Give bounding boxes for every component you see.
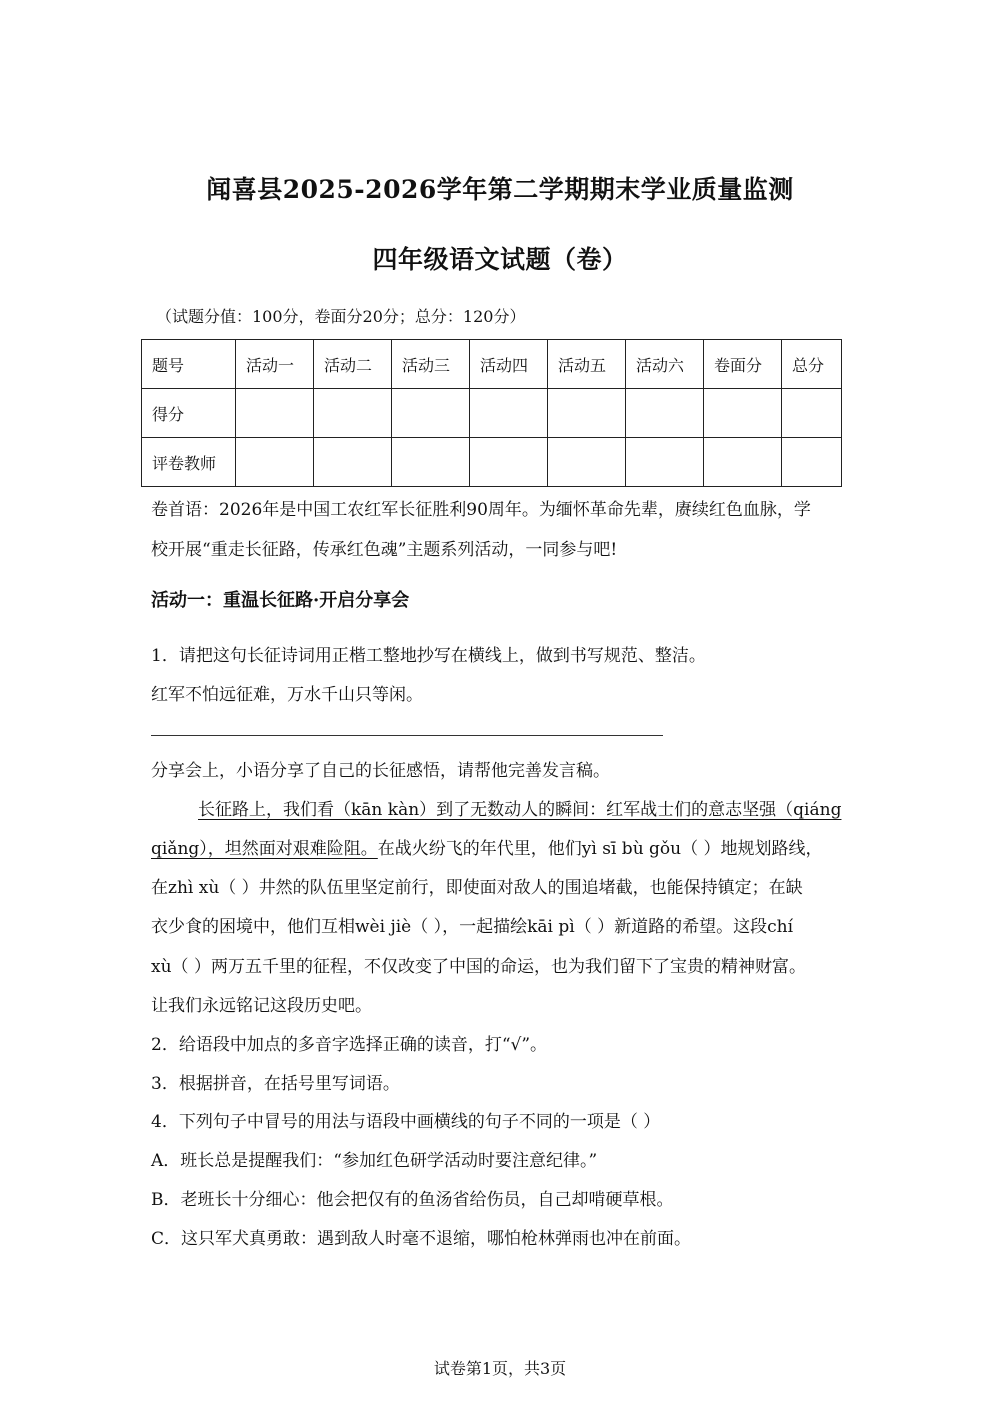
question-4: 4．下列句子中冒号的用法与语段中画横线的句子不同的一项是（ ） <box>151 1112 661 1132</box>
question-2: 2．给语段中加点的多音字选择正确的读音，打“√”。 <box>151 1035 548 1055</box>
grader-cell[interactable] <box>470 438 548 487</box>
score-cell[interactable] <box>704 389 782 438</box>
passage-line-3: 在zhì xù（ ）井然的队伍里坚定前行，即使面对敌人的围追堵截，也能保持镇定；在缺 <box>151 878 803 898</box>
grader-cell[interactable] <box>782 438 842 487</box>
passage-line-2 <box>151 834 823 859</box>
answer-line[interactable] <box>151 735 663 736</box>
score-cell[interactable] <box>314 389 392 438</box>
row-label-grader: 评卷教师 <box>142 438 236 487</box>
passage-line-4: 衣少食的困境中，他们互相wèi jiè（ ），一起描绘kāi pì（ ）新道路的希望。这段chí <box>151 917 794 937</box>
table-header-cell: 活动三 <box>392 340 470 389</box>
passage-underlined-sentence-2: qiǎng），坦然面对艰难险阻。 <box>151 839 378 859</box>
passage-underlined-sentence-1: 长征路上，我们看（kān kàn）到了无数动人的瞬间：红军战士们的意志坚强（qiáng <box>198 800 842 820</box>
score-cell[interactable] <box>548 389 626 438</box>
poem-line: 红军不怕远征难，万水千山只等闲。 <box>151 685 423 705</box>
score-row <box>142 389 842 438</box>
passage-line-5: xù（ ）两万五千里的征程，不仅改变了中国的命运，也为我们留下了宝贵的精神财富。 <box>151 957 806 977</box>
table-header-cell: 卷面分 <box>704 340 782 389</box>
score-cell[interactable] <box>392 389 470 438</box>
question-3: 3．根据拼音，在括号里写词语。 <box>151 1074 400 1094</box>
share-intro: 分享会上，小语分享了自己的长征感悟，请帮他完善发言稿。 <box>151 761 610 781</box>
table-header-cell: 活动一 <box>236 340 314 389</box>
table-header-cell: 总分 <box>782 340 842 389</box>
score-cell[interactable] <box>782 389 842 438</box>
score-table <box>141 339 842 487</box>
grader-cell[interactable] <box>392 438 470 487</box>
option-b: B．老班长十分细心：他会把仅有的鱼汤省给伤员，自己却啃硬草根。 <box>151 1190 674 1210</box>
preface-line-1: 卷首语：2026年是中国工农红军长征胜利90周年。为缅怀革命先辈，赓续红色血脉，学 <box>151 500 811 520</box>
score-cell[interactable] <box>626 389 704 438</box>
passage-line-1 <box>198 795 841 820</box>
activity1-heading: 活动一：重温长征路·开启分享会 <box>151 590 410 611</box>
grader-row <box>142 438 842 487</box>
row-label-score: 得分 <box>142 389 236 438</box>
score-table-header-row <box>142 340 842 389</box>
grader-cell[interactable] <box>236 438 314 487</box>
table-header-cell: 活动二 <box>314 340 392 389</box>
score-cell[interactable] <box>470 389 548 438</box>
score-cell[interactable] <box>236 389 314 438</box>
table-header-cell: 题号 <box>142 340 236 389</box>
table-header-cell: 活动五 <box>548 340 626 389</box>
grader-cell[interactable] <box>626 438 704 487</box>
option-c: C．这只军犬真勇敢：遇到敌人时毫不退缩，哪怕枪林弹雨也冲在前面。 <box>151 1229 692 1249</box>
score-note: （试题分值：100分，卷面分20分；总分：120分） <box>156 307 526 326</box>
table-header-cell: 活动六 <box>626 340 704 389</box>
question-1: 1．请把这句长征诗词用正楷工整地抄写在横线上，做到书写规范、整洁。 <box>151 646 706 666</box>
preface-line-2: 校开展“重走长征路，传承红色魂”主题系列活动，一同参与吧! <box>151 540 618 560</box>
grader-cell[interactable] <box>314 438 392 487</box>
grader-cell[interactable] <box>548 438 626 487</box>
passage-line-6: 让我们永远铭记这段历史吧。 <box>151 996 372 1016</box>
table-header-cell: 活动四 <box>470 340 548 389</box>
grader-cell[interactable] <box>704 438 782 487</box>
exam-subtitle: 四年级语文试题（卷） <box>372 245 628 274</box>
passage-text: 在战火纷飞的年代里，他们yì sī bù gǒu（ ）地规划路线， <box>377 839 823 859</box>
exam-title: 闻喜县2025-2026学年第二学期期末学业质量监测 <box>206 175 794 204</box>
option-a: A．班长总是提醒我们：“参加红色研学活动时要注意纪律。” <box>151 1151 598 1171</box>
page-footer: 试卷第1页，共3页 <box>433 1359 567 1378</box>
